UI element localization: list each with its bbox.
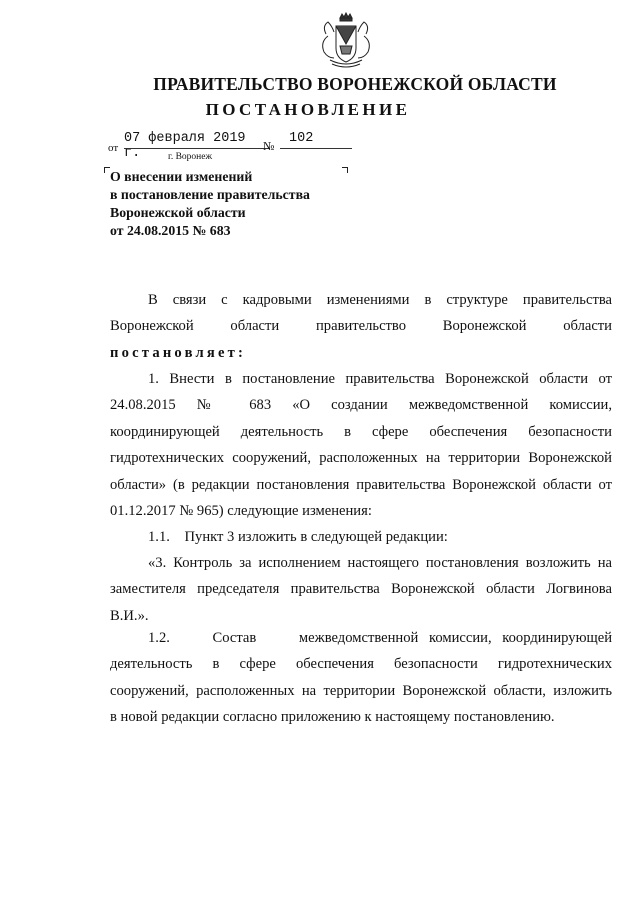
text-line: заместителя председателя правительства Воронежской области Логвинова <box>110 581 612 598</box>
resolves-word: постановляет: <box>110 344 247 361</box>
text-line: Воронежской области правительство Воронежской области <box>110 318 612 335</box>
subject-line: О внесении изменений <box>110 169 253 184</box>
document-number: 102 <box>289 131 314 146</box>
date-number-line <box>108 131 368 165</box>
number-sign: № <box>263 139 275 153</box>
number-underline <box>280 148 352 149</box>
text-line: деятельность в сфере обеспечения безопасности гидротехнических <box>110 656 612 673</box>
text-line: области» (в редакции постановления правительства Воронежской области от <box>110 476 612 493</box>
subject-line: от 24.08.2015 № 683 <box>110 223 231 238</box>
date-underline <box>124 148 270 149</box>
text-line: координирующей деятельность в сфере обеспечения безопасности <box>110 423 612 440</box>
document-type: ПОСТАНОВЛЕНИЕ <box>205 100 411 119</box>
organization-title: ПРАВИТЕЛЬСТВО ВОРОНЕЖСКОЙ ОБЛАСТИ <box>153 74 557 94</box>
date-prefix: от <box>108 142 119 154</box>
text-line: в новой редакции согласно приложению к настоящему постановлению. <box>110 709 555 726</box>
city: г. Воронеж <box>168 152 213 162</box>
item-1-1-paragraph <box>110 524 612 550</box>
quote-paragraph <box>110 550 612 629</box>
document-date: 07 февраля 2019 г. <box>124 131 246 161</box>
text-line: В связи с кадровыми изменениями в структуре правительства <box>148 292 612 308</box>
text-line: 1.2. Состав межведомственной комиссии, координирующей <box>148 630 612 646</box>
text-line: сооружений, расположенных на территории Воронежской области, изложить <box>110 682 612 699</box>
text-line: гидротехнических сооружений, расположенных на территории Воронежской <box>110 450 612 467</box>
text-line: В.И.». <box>110 607 149 624</box>
subject-line: в постановление правительства <box>110 187 310 202</box>
text-line: 1.1. Пункт 3 изложить в следующей редакции: <box>148 529 448 545</box>
text-line: 1. Внести в постановление правительства Воронежской области от <box>148 371 612 387</box>
subject-line: Воронежской области <box>110 205 246 220</box>
item-1-paragraph <box>110 366 612 524</box>
text-line: «3. Контроль за исполнением настоящего постановления возложить на <box>148 555 612 571</box>
voronezh-coat-of-arms-icon <box>318 12 374 72</box>
item-1-2-paragraph <box>110 625 612 731</box>
intro-paragraph <box>110 287 612 366</box>
document-subject <box>110 168 370 240</box>
text-line: 01.12.2017 № 965) следующие изменения: <box>110 502 372 519</box>
text-line: 24.08.2015 № 683 «О создании межведомственной комиссии, <box>110 397 612 414</box>
